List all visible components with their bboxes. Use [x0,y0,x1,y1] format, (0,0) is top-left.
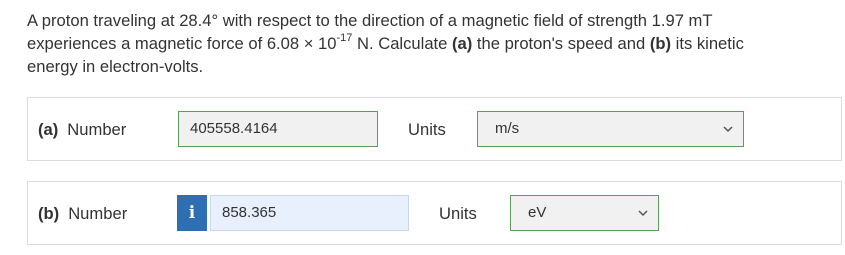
part-a-letter: (a) [38,120,59,139]
question-line-3: energy in electron-volts. [27,57,204,76]
exponent: -17 [336,32,353,45]
part-a-reference: (a) [452,34,473,53]
answer-row-b [27,181,842,245]
chevron-down-icon [723,125,733,133]
question-part-b-text: its kinetic [671,34,744,53]
part-b-units-value: eV [528,204,547,221]
number-label: Number [67,120,127,139]
part-b-number-input[interactable]: 858.365 [210,195,409,231]
answer-row-a [27,97,842,161]
question-part-a-text: the proton's speed and [472,34,650,53]
question-text [27,9,837,78]
part-b-units-label: Units [439,204,477,223]
part-b-letter: (b) [38,204,60,223]
part-a-label [38,120,126,140]
number-label: Number [68,204,128,223]
chevron-down-icon [638,209,648,217]
part-a-number-input[interactable]: 405558.4164 [178,111,378,147]
question-line-2-start: experiences a magnetic force of 6.08 × 10 [27,34,337,53]
question-line-1: A proton traveling at 28.4° with respect to the direction of a magnetic field of strength 1.97 mT [27,11,713,30]
part-a-units-value: m/s [495,120,520,137]
part-b-label [38,204,127,224]
question-line-2-units: N. Calculate [352,34,452,53]
part-b-units-select[interactable] [510,195,659,231]
info-icon[interactable]: i [177,195,207,231]
part-a-units-label: Units [408,120,446,139]
part-b-reference: (b) [649,34,672,53]
part-a-units-select[interactable] [477,111,744,147]
